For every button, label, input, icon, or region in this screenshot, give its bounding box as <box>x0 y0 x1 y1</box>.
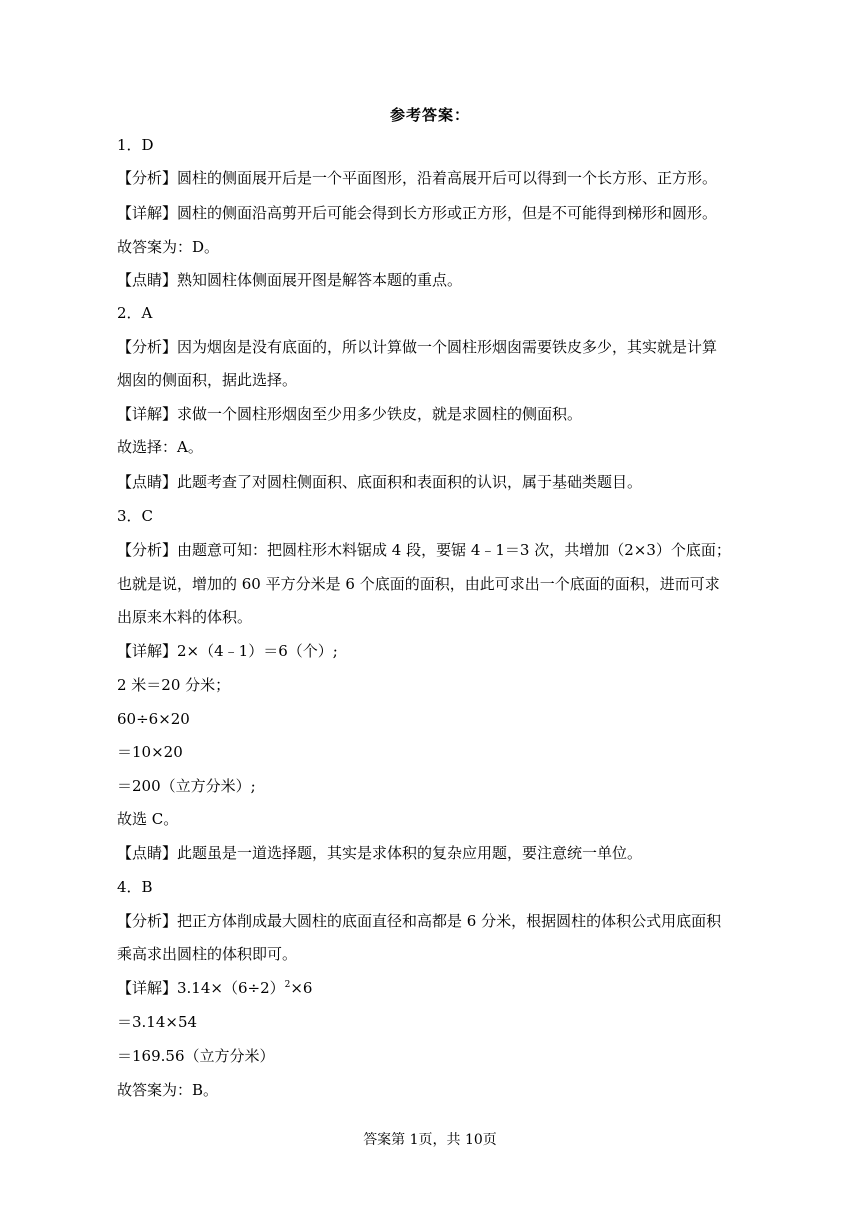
analysis-line: 【分析】把正方体削成最大圆柱的底面直径和高都是 6 分米，根据圆柱的体积公式用底面积 <box>117 912 722 930</box>
calc-line: ＝169.56（立方分米） <box>117 1047 275 1065</box>
answer-line: 故选 C。 <box>117 810 179 828</box>
formula-prefix: 【详解】3.14×（6÷2） <box>117 979 285 997</box>
detail-formula-line <box>117 978 747 998</box>
comment-line: 【点睛】此题虽是一道选择题，其实是求体积的复杂应用题，要注意统一单位。 <box>117 844 643 862</box>
answer-number: 3．C <box>117 507 154 525</box>
analysis-line: 出原来木料的体积。 <box>117 608 253 626</box>
analysis-line: 也就是说，增加的 60 平方分米是 6 个底面的面积，由此可求出一个底面的面积，进而可求 <box>117 575 720 593</box>
analysis-line: 烟囱的侧面积，据此选择。 <box>117 371 298 389</box>
answer-line: 故选择：A。 <box>117 438 203 456</box>
formula-suffix: ×6 <box>290 979 313 997</box>
analysis-line: 乘高求出圆柱的体积即可。 <box>117 945 298 963</box>
detail-line: 【详解】圆柱的侧面沿高剪开后可能会得到长方形或正方形，但是不可能得到梯形和圆形。 <box>117 204 718 222</box>
calc-line: 2 米＝20 分米； <box>117 676 231 694</box>
calc-line: ＝3.14×54 <box>117 1013 198 1031</box>
answer-number: 2．A <box>117 304 153 322</box>
formula-exponent: 2 <box>284 980 291 990</box>
comment-line: 【点睛】熟知圆柱体侧面展开图是解答本题的重点。 <box>117 271 463 289</box>
detail-line: 【详解】2×（4﹣1）＝6（个）; <box>117 642 338 660</box>
comment-line: 【点睛】此题考查了对圆柱侧面积、底面积和表面积的认识，属于基础类题目。 <box>117 473 643 491</box>
calc-line: 60÷6×20 <box>117 710 190 728</box>
analysis-line: 【分析】由题意可知：把圆柱形木料锯成 4 段，要锯 4﹣1＝3 次，共增加（2×3）个底面； <box>117 541 731 559</box>
detail-line: 【详解】求做一个圆柱形烟囱至少用多少铁皮，就是求圆柱的侧面积。 <box>117 405 583 423</box>
analysis-line: 【分析】圆柱的侧面展开后是一个平面图形，沿着高展开后可以得到一个长方形、正方形。 <box>117 169 718 187</box>
analysis-line: 【分析】因为烟囱是没有底面的，所以计算做一个圆柱形烟囱需要铁皮多少，其实就是计算 <box>117 338 718 356</box>
calc-line: ＝200（立方分米）; <box>117 777 256 795</box>
page-footer: 答案第 1页，共 10页 <box>363 1132 497 1148</box>
answer-line: 故答案为：B。 <box>117 1081 219 1099</box>
answer-number: 4．B <box>117 878 153 896</box>
page-title: 参考答案： <box>389 106 470 124</box>
calc-line: ＝10×20 <box>117 743 183 761</box>
answer-number: 1．D <box>117 136 154 154</box>
answer-line: 故答案为：D。 <box>117 238 220 256</box>
